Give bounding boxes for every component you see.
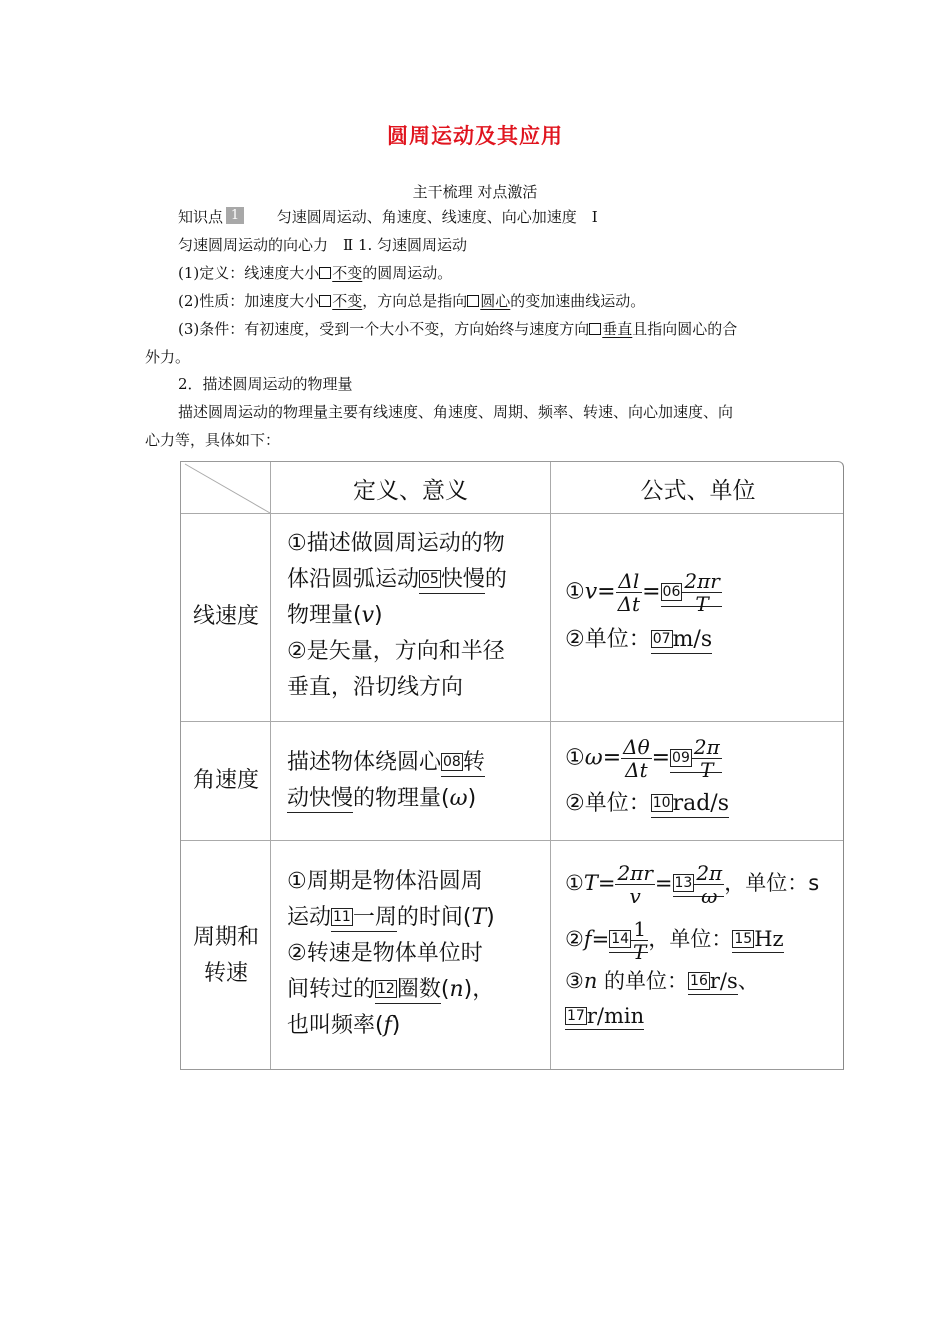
answer-number-box: 06 — [662, 583, 681, 600]
answer-number-box: 09 — [672, 749, 690, 766]
numerator: 2πr — [617, 860, 653, 885]
formula-line — [565, 998, 843, 1034]
unit-value: rad/s — [672, 791, 729, 816]
formula-line — [565, 570, 843, 614]
def-text: 间转过的 — [287, 977, 376, 1002]
def-text: )， — [463, 977, 495, 1002]
def-text: ( — [440, 977, 450, 1002]
numerator: 2π — [693, 735, 720, 759]
header-formula: 公式、单位 — [640, 478, 756, 504]
equals: = — [597, 871, 616, 895]
row-divider — [181, 513, 843, 514]
answer-number-box: 10 — [652, 795, 671, 811]
formula-line — [565, 914, 843, 964]
formula-line — [565, 786, 843, 822]
answer-blank — [609, 916, 648, 964]
answer-text: 转 — [462, 750, 485, 775]
symbol: n — [449, 977, 464, 1002]
answer-text: 动快慢 — [287, 786, 354, 811]
numerator: 2π — [696, 860, 723, 885]
formula-line — [565, 622, 843, 658]
answer-blank — [732, 927, 783, 953]
numerator: Δl — [616, 570, 642, 593]
unit-value: m/s — [672, 627, 713, 652]
fraction — [615, 862, 654, 907]
denominator: Δt — [625, 758, 648, 782]
def-line — [287, 598, 547, 634]
blank-square-icon — [319, 267, 331, 279]
item-number: ① — [565, 745, 585, 771]
definition-text: (1)定义：线速度大小 — [178, 264, 320, 282]
angular-velocity-definition — [287, 745, 547, 817]
answer-number-box: 16 — [690, 973, 708, 989]
symbol: n — [583, 969, 598, 993]
column-divider — [550, 462, 551, 1069]
symbol: ω — [449, 786, 468, 811]
label-line: 周期和 — [192, 925, 259, 950]
unit-value: r/min — [586, 1004, 645, 1028]
answer-blank — [651, 791, 729, 818]
definition-item — [178, 263, 452, 283]
answer-text: 一周 — [352, 905, 397, 930]
denominator: v — [629, 883, 641, 908]
def-line — [287, 1008, 547, 1044]
def-text: 的 — [484, 567, 507, 592]
answer-number-box: 07 — [652, 631, 671, 647]
answer-blank — [651, 627, 712, 654]
answer-number-box: 14 — [611, 931, 630, 947]
blank-square-icon — [319, 295, 331, 307]
fraction — [621, 736, 651, 781]
property-text-mid: ，方向总是指向 — [362, 292, 468, 310]
label-line: 转速 — [203, 961, 248, 986]
answer-blank — [565, 1004, 644, 1030]
numerator: Δθ — [623, 735, 650, 759]
answer-blank: 不变 — [332, 292, 363, 310]
def-text: 的物理量( — [353, 786, 450, 811]
answer-blank — [419, 567, 485, 594]
unit-label: ②单位： — [565, 627, 651, 652]
def-line — [287, 562, 547, 598]
unit-label: 的单位： — [597, 969, 689, 993]
def-line: 垂直，沿切线方向 — [287, 675, 464, 700]
answer-number-box: 11 — [333, 909, 351, 925]
unit-label: ，单位：s — [724, 871, 820, 895]
def-text: 物理量( — [287, 603, 362, 628]
def-text: 运动 — [287, 905, 332, 930]
denominator: T — [633, 939, 647, 964]
answer-text: 圈数 — [396, 977, 441, 1002]
answer-blank — [441, 750, 485, 777]
row-divider — [181, 721, 843, 722]
def-line: ①描述做圆周运动的物 — [287, 531, 505, 556]
answer-blank — [673, 860, 725, 908]
item-number: ③ — [565, 969, 584, 993]
section-2-intro: 描述圆周运动的物理量主要有线速度、角速度、周期、频率、转速、向心加速度、向 — [178, 403, 734, 421]
def-line — [287, 745, 547, 781]
unit-label: ②单位： — [565, 791, 651, 816]
row-label-linear-velocity: 线速度 — [192, 604, 259, 629]
symbol: T — [583, 871, 598, 895]
answer-blank — [688, 969, 738, 995]
symbol: v — [361, 603, 375, 628]
denominator: T — [695, 592, 709, 616]
def-text: ) — [486, 905, 495, 930]
def-text: 也叫频率( — [287, 1013, 384, 1038]
answer-number-box: 15 — [734, 931, 753, 947]
physics-quantities-table — [180, 461, 844, 1070]
formula-line — [565, 858, 843, 908]
condition-wrap: 外力。 — [145, 348, 191, 366]
equals: = — [602, 745, 622, 771]
symbol: T — [471, 905, 487, 930]
item-number: ① — [565, 871, 584, 895]
symbol: v — [584, 579, 598, 605]
unit-label: ，单位： — [648, 927, 733, 951]
unit-value: r/s — [709, 969, 738, 993]
page-title: 圆周运动及其应用 — [387, 124, 563, 148]
section-subtitle: 主干梳理 对点激活 — [412, 183, 538, 201]
property-text-end: 的变加速曲线运动。 — [510, 292, 646, 310]
def-text: ) — [374, 603, 383, 628]
fraction — [631, 918, 648, 963]
def-line: ②转速是物体单位时 — [287, 941, 483, 966]
equals: = — [597, 579, 616, 605]
knowledge-point-heading — [178, 207, 598, 227]
def-line: ①周期是物体沿圆周 — [287, 869, 483, 894]
fraction — [682, 570, 721, 615]
answer-blank: 垂直 — [602, 320, 633, 338]
period-formula — [565, 858, 843, 1034]
header-definition: 定义、意义 — [353, 478, 468, 504]
knowledge-title: 匀速圆周运动、角速度、线速度、向心加速度 Ⅰ — [276, 208, 598, 226]
equals: = — [654, 871, 673, 895]
answer-number-box: 17 — [567, 1008, 585, 1024]
def-text: ) — [391, 1013, 401, 1038]
condition-item — [178, 319, 737, 339]
numerator: 2πr — [684, 569, 720, 593]
symbol: ω — [584, 745, 603, 771]
row-label-angular-velocity: 角速度 — [192, 768, 259, 793]
def-text: 描述物体绕圆心 — [287, 750, 442, 775]
blank-square-icon — [467, 295, 479, 307]
symbol: f — [383, 1013, 392, 1038]
answer-text: 快慢 — [440, 567, 485, 592]
row-divider — [181, 840, 843, 841]
knowledge-label: 知识点 — [178, 208, 224, 226]
formula-line — [565, 736, 843, 780]
separator: 、 — [737, 969, 759, 993]
equals: = — [591, 927, 610, 951]
period-definition — [287, 864, 547, 1044]
answer-blank: 圆心 — [480, 292, 511, 310]
answer-number-box: 05 — [421, 571, 439, 587]
answer-blank: 不变 — [332, 264, 363, 282]
def-text: ) — [467, 786, 477, 811]
section-2-intro-wrap: 心力等，具体如下： — [145, 431, 281, 449]
symbol: f — [583, 927, 592, 951]
denominator: Δt — [617, 592, 641, 616]
item-number: ① — [565, 579, 585, 605]
def-text: 的时间( — [396, 905, 472, 930]
def-line — [287, 972, 547, 1008]
row-label-period-and-speed — [181, 920, 271, 992]
answer-blank — [375, 977, 441, 1004]
answer-number-box: 13 — [674, 875, 693, 891]
item-number: ② — [565, 927, 584, 951]
answer-blank — [661, 569, 722, 616]
property-item — [178, 291, 645, 311]
knowledge-number-badge: 1 — [226, 207, 244, 224]
fraction — [616, 570, 642, 615]
knowledge-line-2: 匀速圆周运动的向心力 Ⅱ 1. 匀速圆周运动 — [178, 236, 468, 254]
linear-velocity-definition — [287, 526, 547, 706]
property-text: (2)性质：加速度大小 — [178, 292, 320, 310]
angular-velocity-formula — [565, 736, 843, 822]
linear-velocity-formula — [565, 570, 843, 658]
def-text: 体沿圆弧运动 — [287, 567, 420, 592]
unit-value: Hz — [754, 927, 784, 951]
condition-text: (3)条件：有初速度，受到一个大小不变，方向始终与速度方向 — [178, 320, 590, 338]
answer-number-box: 12 — [377, 981, 395, 997]
header-diagonal-line — [181, 462, 271, 514]
blank-square-icon — [589, 323, 601, 335]
def-line: ②是矢量，方向和半径 — [287, 639, 505, 664]
answer-blank — [331, 905, 397, 932]
condition-text-end: 且指向圆心的合 — [632, 320, 738, 338]
section-2-heading: 2．描述圆周运动的物理量 — [178, 375, 353, 393]
fraction — [694, 862, 724, 907]
equals: = — [651, 745, 671, 771]
equals: = — [642, 579, 661, 605]
def-line — [287, 900, 547, 936]
answer-blank — [670, 735, 722, 782]
formula-line — [565, 964, 843, 998]
denominator: ω — [701, 883, 718, 908]
answer-number-box: 08 — [443, 754, 461, 770]
fraction — [692, 736, 722, 781]
numerator: 1 — [631, 918, 648, 941]
denominator: T — [700, 758, 714, 782]
definition-text-end: 的圆周运动。 — [362, 264, 453, 282]
def-line — [287, 781, 547, 817]
